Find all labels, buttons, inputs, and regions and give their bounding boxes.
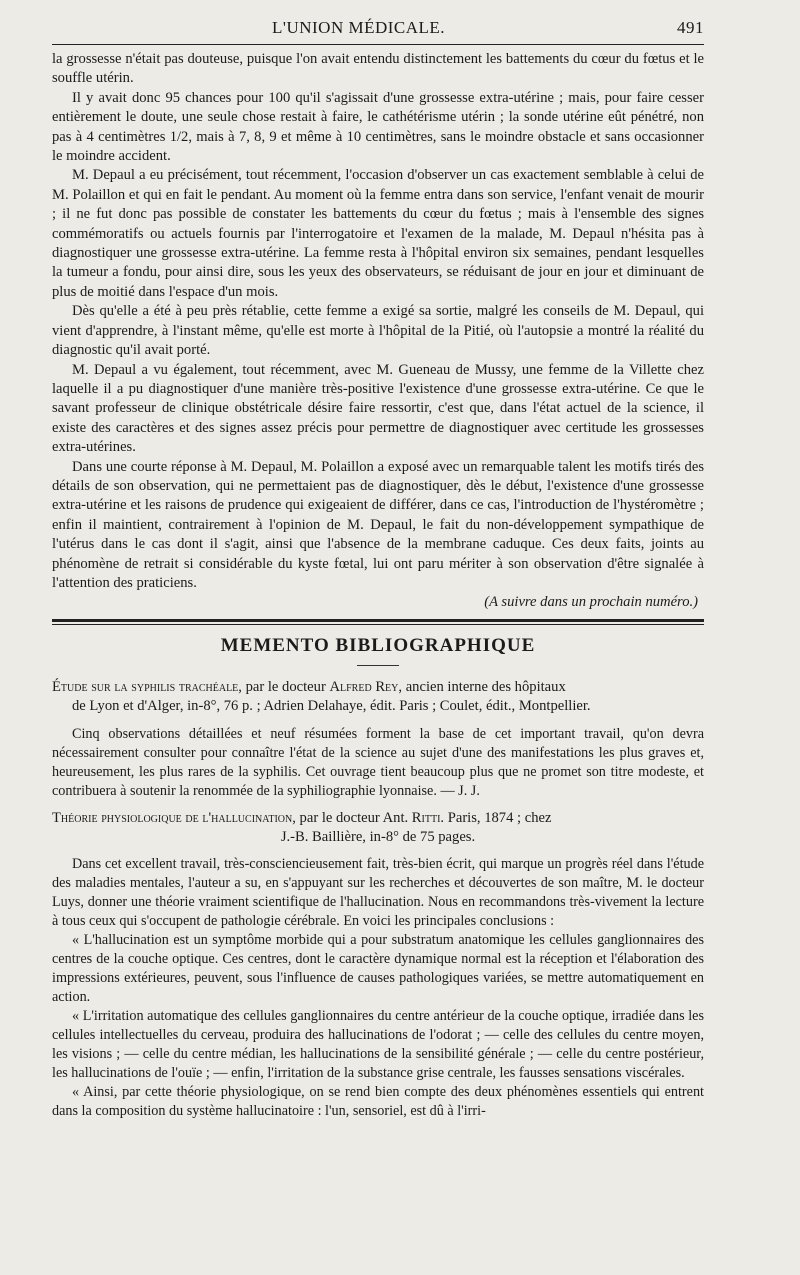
paragraph: la grossesse n'était pas douteuse, puisque l'on avait entendu distinctement les battements du cœur du fœtus et le souffle utérin. [52,51,704,87]
quoted-conclusion: « L'irritation automatique des cellules ganglionnaires du centre antérieur de la couche optique, irradiée dans les cellules intellectuelles du cerveau, produira des hallucinations de l'odorat ; — celle des cellules du centre moyen, les visions ; — celle du centre médian, les hallucinations de la sensibilité générale ; — celle du centre postérieur, les hallucinations de l'ouïe ; — enfin, l'irritation de la substance grise centrale, les fausses sensations viscérales. [52,1008,704,1082]
quoted-conclusion: « L'hallucination est un symptôme morbide qui a pour substratum anatomique les cellules ganglionnaires des centres de la couche optique. Ces centres, dont le caractère dynamique normal est la réception et l'élaboration des impressions extérieures, peuvent, sous l'influence de causes pathologiques variées, se mettre automatiquement en action. [52,932,704,1006]
paragraph: Dès qu'elle a été à peu près rétablie, cette femme a exigé sa sortie, malgré les conseils de M. Depaul, qui vient d'apprendre, à l'instant même, qu'elle est morte à l'hôpital de la Pitié, où l'autopsie a montré la réalité du diagnostic qu'il avait porté. [52,303,704,359]
review-paragraph: Dans cet excellent travail, très-consciencieusement fait, très-bien écrit, qui marque un progrès réel dans l'étude des maladies mentales, l'auteur a su, en s'appuyant sur les recherches et découvertes de son maître, M. le docteur Luys, donner une théorie vraiment scientifique de l'hallucination. Nous en recommandons très-vivement la lecture à tous ceux qui s'occupent de pathologie cérébrale. En voici les principales conclusions : [52,856,704,930]
book-title: Théorie physiologique de l'hallucination, [52,809,296,826]
paragraph: Dans une courte réponse à M. Depaul, M. Polaillon a exposé avec un remarquable talent les motifs tirés des détails de son observation, qui ne permettaient pas de diagnostiquer, dès le début, l'existence d'une grossesse extra-utérine et les raisons de prudence qui exigeaient de différer, dans ce cas, l'introduction de l'hystéromètre ; enfin il maintient, contrairement à l'opinion de M. Depaul, le fait du non-développement sympathique de l'utérus dans le cas dont il s'agit, ainsi que l'absence de la membrane caduque. Ces deux faits, joints au phénomène de retrait si considérable du kyste fœtal, lui ont paru mériter à son observation d'être signalée à l'attention des praticiens. [52,458,704,591]
publication-details: J.-B. Baillière, in-8° de 75 pages. [280,829,476,845]
section-title: MEMENTO BIBLIOGRAPHIQUE [220,634,536,656]
page-number: 491 [677,18,704,37]
book-entry-heading [52,678,704,717]
heading-text: par le docteur Ant. [295,809,412,826]
running-head [272,18,704,38]
paragraph: Il y avait donc 95 chances pour 100 qu'il s'agissait d'une grossesse extra-utérine ; mais, pour faire cesser entièrement le doute, une seule chose restait à faire, le cathétérisme utérin ; la sonde utérine eût pénétré, non pas à 4 centimètres 1/2, mais à 7, 8, 9 et même à 10 centimètres, sans le moindre obstacle et sans occasionner le moindre accident. [52,89,704,165]
heading-text: . Paris, 1874 ; chez [440,809,552,826]
paragraph: M. Depaul a vu également, tout récemment, avec M. Gueneau de Mussy, une femme de la Villette chez laquelle il a pu diagnostiquer d'une manière très-positive l'existence d'une grossesse extra-utérine. Ce que le savant professeur de clinique obstétricale désire faire ressortir, c'est que, dans l'état actuel de la science, il existe des caractères et des signes assez précis pour permettre de diagnostiquer avec certitude les grossesses extra-utérines. [52,361,704,456]
paragraph: M. Depaul a eu précisément, tout récemment, l'occasion d'observer un cas exactement semblable à celui de M. Polaillon et qui en fait le pendant. Au moment où la femme entra dans son service, l'enfant venait de mourir ; il ne fut donc pas possible de constater les battements du cœur du fœtus ; mais à l'ensemble des signes commémoratifs ou actuels fournis par l'interrogatoire et l'examen de la malade, M. Depaul n'hésita pas à diagnostiquer une grossesse extra-utérine. La femme resta à l'hôpital environ six semaines, pendant lesquelles la tumeur a fondu, pour ainsi dire, sous les yeux des observateurs, se réduisant de jour en jour et diminuant de plus de moitié dans l'espace d'un mois. [52,167,704,300]
book-author: Ritti [411,809,441,826]
book-title: Étude sur la syphilis trachéale, [52,678,242,695]
heading-text: , ancien interne des hôpitaux [398,678,566,695]
to-be-continued-note: (A suivre dans un prochain numéro.) [484,594,698,611]
review-paragraph: Cinq observations détaillées et neuf résumées forment la base de cet important travail, qu'on devra nécessairement consulter pour connaître l'état de la science au sujet d'une des manifestations les plus graves et, heureusement, les plus rares de la syphilis. Cet ouvrage tient beaucoup plus que ne promet son titre modeste, et contribuera à soutenir la renommée de la syphiliographie lyonnaise. — J. J. [52,725,704,799]
title-rule [357,665,399,666]
heading-text: par le docteur [241,678,330,695]
section-divider [52,619,704,625]
header-rule [52,44,704,45]
journal-title: L'UNION MÉDICALE. [272,18,446,37]
quoted-conclusion: « Ainsi, par cette théorie physiologique, on se rend bien compte des deux phénomènes essentiels qui entrent dans la composition du système hallucinatoire : l'un, sensoriel, est dû à l'irri- [52,1084,704,1120]
publication-details: de Lyon et d'Alger, in-8°, 76 p. ; Adrien Delahaye, édit. Paris ; Coulet, édit., Montpellier. [72,698,591,715]
book-author: Alfred Rey [329,678,399,695]
book-entry-heading [52,809,704,848]
